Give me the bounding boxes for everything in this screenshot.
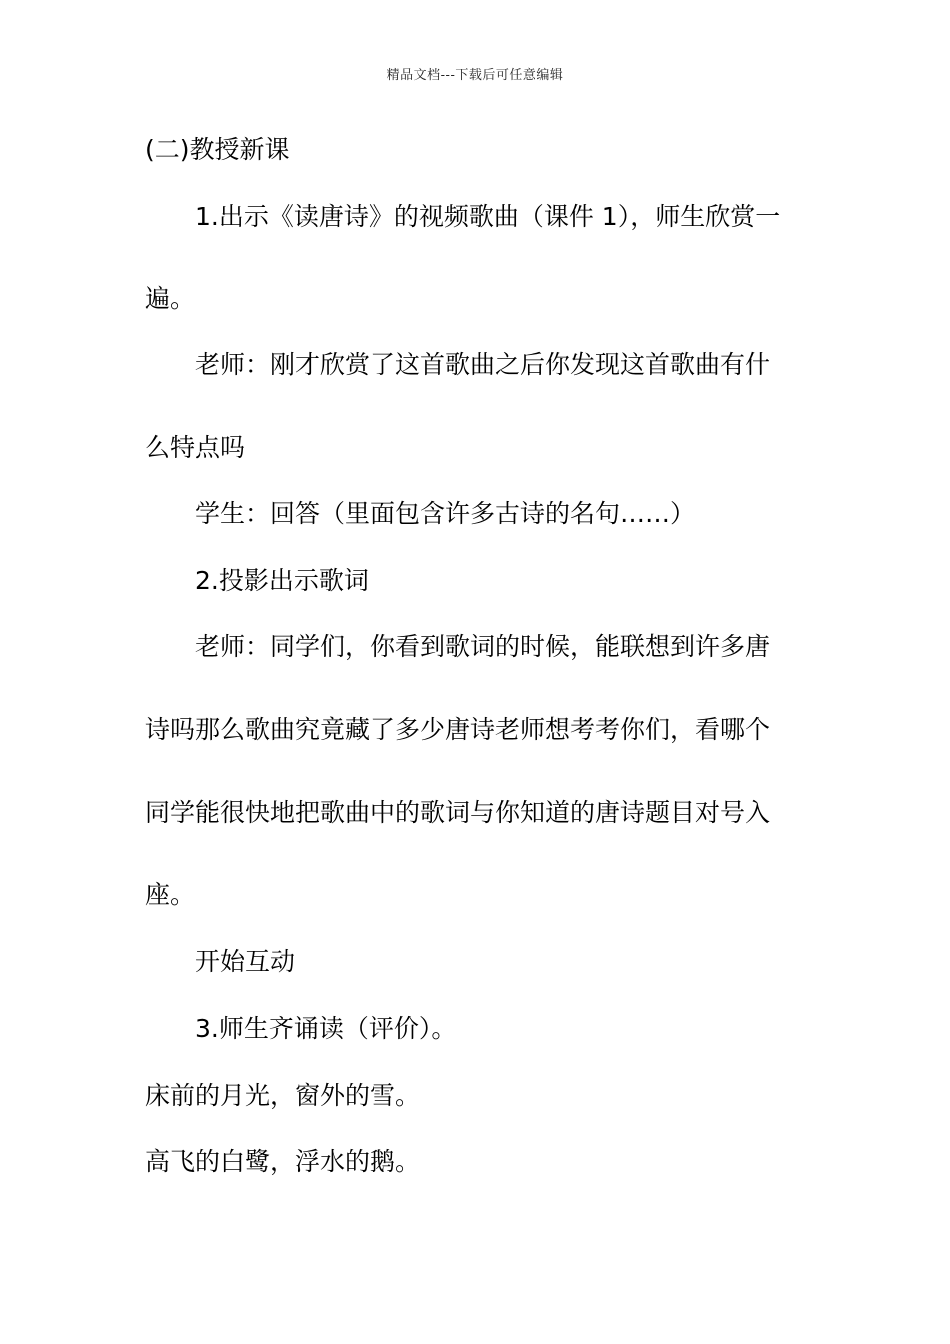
paragraph-5-line-3: 同学能很快地把歌曲中的歌词与你知道的唐诗题目对号入: [145, 798, 771, 827]
lyric-line-2: 高飞的白鹭，浮水的鹅。: [145, 1147, 421, 1176]
paragraph-1-line-1: 1.出示《读唐诗》的视频歌曲（课件 1），师生欣赏一: [195, 202, 781, 231]
paragraph-4: 2.投影出示歌词: [195, 566, 369, 595]
paragraph-5-line-2: 诗吗那么歌曲究竟藏了多少唐诗老师想考考你们，看哪个: [145, 715, 771, 744]
header-watermark: 精品文档---下载后可任意编辑: [386, 68, 564, 83]
section-heading: (二)教授新课: [145, 135, 290, 164]
paragraph-5-line-1: 老师：同学们，你看到歌词的时候，能联想到许多唐: [195, 632, 771, 661]
paragraph-2-line-1: 老师：刚才欣赏了这首歌曲之后你发现这首歌曲有什: [195, 350, 771, 379]
paragraph-5-line-4: 座。: [145, 880, 196, 909]
paragraph-2-line-2: 么特点吗: [145, 433, 246, 462]
paragraph-1-line-2: 遍。: [145, 284, 196, 313]
lyric-line-1: 床前的月光，窗外的雪。: [145, 1081, 421, 1110]
paragraph-3: 学生：回答（里面包含许多古诗的名句……）: [195, 499, 696, 528]
paragraph-7: 3.师生齐诵读（评价）。: [195, 1014, 457, 1043]
paragraph-6: 开始互动: [195, 947, 296, 976]
